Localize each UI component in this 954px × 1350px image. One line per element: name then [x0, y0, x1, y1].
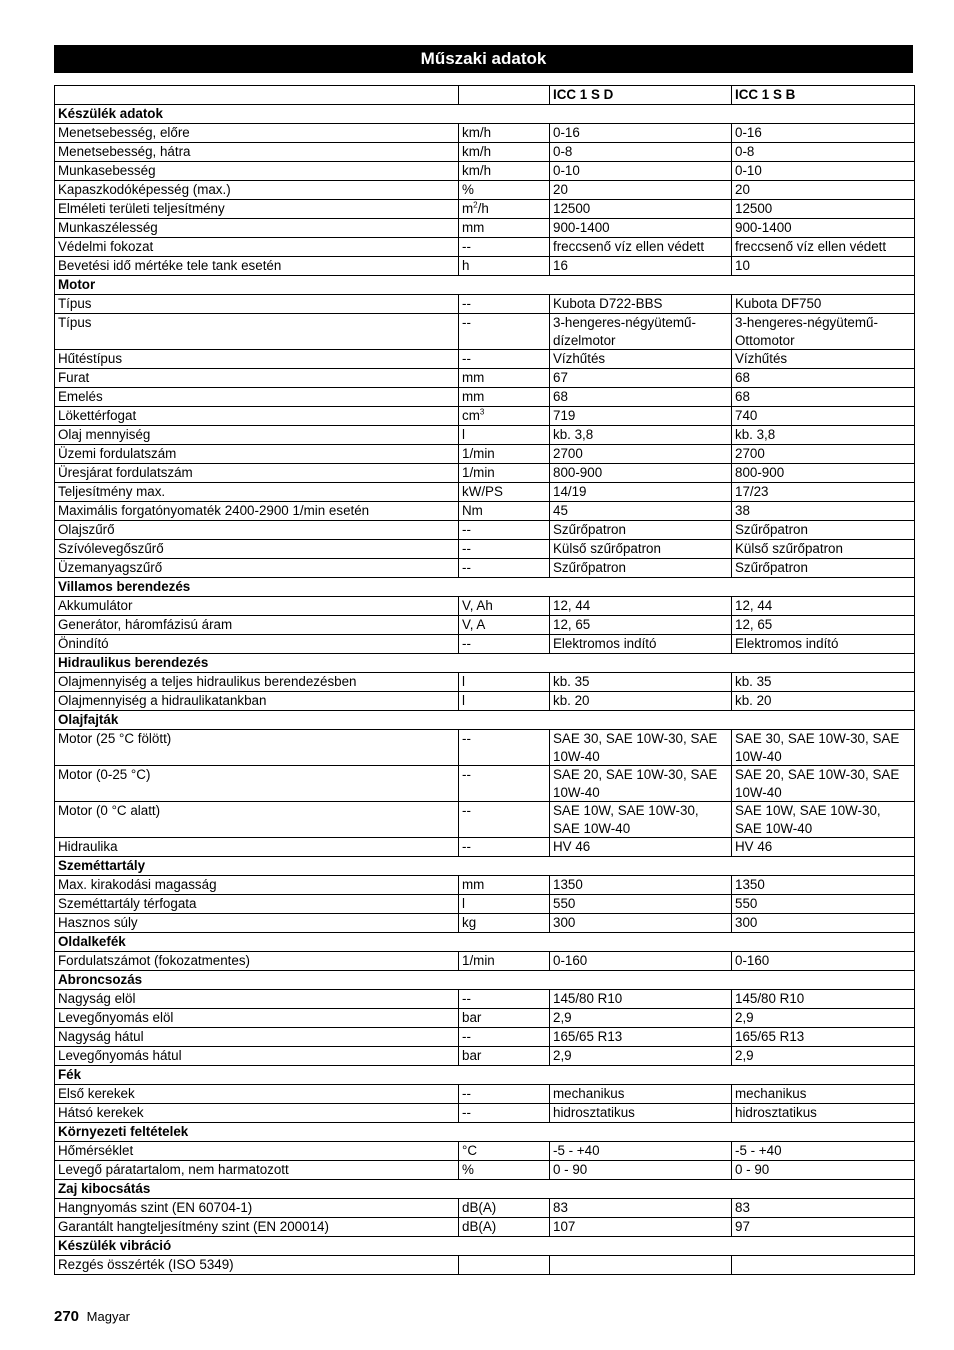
cell-unit: km/h [459, 162, 550, 181]
cell-value-sd: 68 [550, 388, 732, 407]
cell-value-sb: 12, 65 [732, 616, 915, 635]
section-header-row [55, 276, 915, 295]
cell-unit: -- [459, 730, 550, 766]
cell-property: Elméleti területi teljesítmény [55, 200, 459, 219]
cell-value-sb: Szűrőpatron [732, 521, 915, 540]
cell-unit: °C [459, 1142, 550, 1161]
cell-value-sb: SAE 20, SAE 10W-30, SAE 10W-40 [732, 766, 915, 802]
header-cell-model-sd: ICC 1 S D [550, 86, 732, 105]
cell-value-sd: 0-16 [550, 124, 732, 143]
cell-property: Motor (25 °C fölött) [55, 730, 459, 766]
cell-value-sb: 0-10 [732, 162, 915, 181]
cell-property: Üzemi fordulatszám [55, 445, 459, 464]
cell-property: Motor (0-25 °C) [55, 766, 459, 802]
cell-value-sd: 67 [550, 369, 732, 388]
cell-property: Rezgés összérték (ISO 5349) [55, 1256, 459, 1275]
cell-value-sd: 2700 [550, 445, 732, 464]
table-row [55, 673, 915, 692]
cell-value-sb: freccsenő víz ellen védett [732, 238, 915, 257]
cell-unit: -- [459, 802, 550, 838]
section-title: Abroncsozás [55, 971, 915, 990]
section-title: Hidraulikus berendezés [55, 654, 915, 673]
cell-value-sd: HV 46 [550, 838, 732, 857]
cell-unit: dB(A) [459, 1218, 550, 1237]
cell-value-sd: 300 [550, 914, 732, 933]
footer-language: Magyar [86, 1309, 131, 1324]
cell-unit: mm [459, 219, 550, 238]
cell-property: Hűtéstípus [55, 350, 459, 369]
table-row [55, 181, 915, 200]
table-row [55, 895, 915, 914]
cell-value-sb: Külső szűrőpatron [732, 540, 915, 559]
table-row [55, 350, 915, 369]
cell-value-sd: 0 - 90 [550, 1161, 732, 1180]
cell-value-sd: -5 - +40 [550, 1142, 732, 1161]
table-row [55, 1104, 915, 1123]
table-row [55, 802, 915, 838]
cell-property: Hasznos súly [55, 914, 459, 933]
section-header-row [55, 654, 915, 673]
cell-unit: l [459, 895, 550, 914]
cell-property: Nagyság elöl [55, 990, 459, 1009]
cell-property: Olaj mennyiség [55, 426, 459, 445]
cell-value-sb: 83 [732, 1199, 915, 1218]
cell-value-sd: Vízhűtés [550, 350, 732, 369]
cell-unit: l [459, 673, 550, 692]
cell-value-sd: 165/65 R13 [550, 1028, 732, 1047]
cell-value-sb: 550 [732, 895, 915, 914]
cell-unit: -- [459, 1104, 550, 1123]
cell-property: Bevetési idő mértéke tele tank esetén [55, 257, 459, 276]
section-title: Oldalkefék [55, 933, 915, 952]
section-title: Olajfajták [55, 711, 915, 730]
page-footer [54, 1308, 130, 1325]
cell-unit [459, 1256, 550, 1275]
table-row [55, 876, 915, 895]
cell-property: Olajmennyiség a hidraulikatankban [55, 692, 459, 711]
cell-unit: dB(A) [459, 1199, 550, 1218]
cell-unit: $m^2/h$ [459, 200, 550, 219]
cell-value-sd: 2,9 [550, 1047, 732, 1066]
cell-unit: -- [459, 559, 550, 578]
cell-value-sb: Kubota DF750 [732, 295, 915, 314]
cell-value-sb: 145/80 R10 [732, 990, 915, 1009]
cell-property: Hőmérséklet [55, 1142, 459, 1161]
cell-unit: % [459, 1161, 550, 1180]
cell-unit: -- [459, 295, 550, 314]
cell-value-sb: 800-900 [732, 464, 915, 483]
header-cell-unit [459, 86, 550, 105]
cell-value-sb: HV 46 [732, 838, 915, 857]
table-row [55, 257, 915, 276]
table-row [55, 200, 915, 219]
cell-value-sb: 20 [732, 181, 915, 200]
cell-unit: mm [459, 388, 550, 407]
cell-value-sb: kb. 20 [732, 692, 915, 711]
table-row [55, 990, 915, 1009]
section-header-row [55, 711, 915, 730]
cell-value-sb: Vízhűtés [732, 350, 915, 369]
cell-unit: -- [459, 238, 550, 257]
technical-data-body [55, 86, 915, 1275]
cell-property: Emelés [55, 388, 459, 407]
table-row [55, 1028, 915, 1047]
cell-value-sd: 12, 65 [550, 616, 732, 635]
table-row [55, 1256, 915, 1275]
cell-property: Hátsó kerekek [55, 1104, 459, 1123]
technical-data-table [54, 85, 915, 1275]
table-row [55, 1161, 915, 1180]
cell-value-sd: SAE 30, SAE 10W-30, SAE 10W-40 [550, 730, 732, 766]
cell-property: Első kerekek [55, 1085, 459, 1104]
cell-value-sb: 300 [732, 914, 915, 933]
cell-value-sb: 0-8 [732, 143, 915, 162]
table-row [55, 238, 915, 257]
cell-property: Levegőnyomás hátul [55, 1047, 459, 1066]
cell-value-sd: 107 [550, 1218, 732, 1237]
cell-value-sd: 12500 [550, 200, 732, 219]
cell-property: Menetsebesség, előre [55, 124, 459, 143]
table-row [55, 766, 915, 802]
section-header-row [55, 578, 915, 597]
cell-value-sb [732, 1256, 915, 1275]
cell-value-sb: 740 [732, 407, 915, 426]
cell-property: Típus [55, 314, 459, 350]
cell-value-sd: kb. 20 [550, 692, 732, 711]
cell-property: Olajmennyiség a teljes hidraulikus berendezésben [55, 673, 459, 692]
section-header-row [55, 857, 915, 876]
cell-property: Hidraulika [55, 838, 459, 857]
table-row [55, 369, 915, 388]
cell-property: Kapaszkodóképesség (max.) [55, 181, 459, 200]
cell-property: Max. kirakodási magasság [55, 876, 459, 895]
cell-value-sb: 38 [732, 502, 915, 521]
cell-value-sb: 17/23 [732, 483, 915, 502]
cell-property: Lökettérfogat [55, 407, 459, 426]
cell-unit: bar [459, 1009, 550, 1028]
cell-value-sd [550, 1256, 732, 1275]
cell-value-sd: Elektromos indító [550, 635, 732, 654]
cell-value-sd: kb. 3,8 [550, 426, 732, 445]
cell-property: Hangnyomás szint (EN 60704-1) [55, 1199, 459, 1218]
cell-unit: bar [459, 1047, 550, 1066]
page-title: Műszaki adatok [54, 45, 913, 73]
table-header-row [55, 86, 915, 105]
cell-value-sb: 12500 [732, 200, 915, 219]
cell-value-sd: 2,9 [550, 1009, 732, 1028]
cell-value-sd: hidrosztatikus [550, 1104, 732, 1123]
table-row [55, 445, 915, 464]
cell-unit: V, A [459, 616, 550, 635]
section-title: Villamos berendezés [55, 578, 915, 597]
cell-value-sd: 3-hengeres-négyütemű-dízelmotor [550, 314, 732, 350]
cell-value-sd: Szűrőpatron [550, 521, 732, 540]
cell-value-sd: 550 [550, 895, 732, 914]
header-cell-property [55, 86, 459, 105]
cell-unit: -- [459, 521, 550, 540]
table-row [55, 1218, 915, 1237]
cell-property: Levegőnyomás elöl [55, 1009, 459, 1028]
table-row [55, 521, 915, 540]
cell-unit: kg [459, 914, 550, 933]
cell-value-sd: 20 [550, 181, 732, 200]
cell-value-sb: 2700 [732, 445, 915, 464]
cell-unit: % [459, 181, 550, 200]
cell-unit: kW/PS [459, 483, 550, 502]
cell-property: Furat [55, 369, 459, 388]
table-row [55, 559, 915, 578]
cell-value-sd: 145/80 R10 [550, 990, 732, 1009]
cell-value-sb: SAE 30, SAE 10W-30, SAE 10W-40 [732, 730, 915, 766]
cell-property: Fordulatszámot (fokozatmentes) [55, 952, 459, 971]
cell-value-sd: Szűrőpatron [550, 559, 732, 578]
cell-value-sb: 1350 [732, 876, 915, 895]
cell-value-sb: 0-160 [732, 952, 915, 971]
cell-property: Munkaszélesség [55, 219, 459, 238]
cell-value-sb: 2,9 [732, 1047, 915, 1066]
cell-property: Menetsebesség, hátra [55, 143, 459, 162]
table-row [55, 692, 915, 711]
cell-value-sd: 45 [550, 502, 732, 521]
cell-property: Maximális forgatónyomaték 2400-2900 1/min esetén [55, 502, 459, 521]
cell-property: Szívólevegőszűrő [55, 540, 459, 559]
cell-property: Levegő páratartalom, nem harmatozott [55, 1161, 459, 1180]
cell-value-sb: mechanikus [732, 1085, 915, 1104]
cell-value-sd: 12, 44 [550, 597, 732, 616]
cell-unit: -- [459, 990, 550, 1009]
cell-value-sb: kb. 35 [732, 673, 915, 692]
cell-unit: -- [459, 350, 550, 369]
cell-value-sb: 68 [732, 388, 915, 407]
cell-unit: -- [459, 540, 550, 559]
cell-value-sd: 0-160 [550, 952, 732, 971]
page-number: 270 [54, 1308, 80, 1325]
cell-unit: -- [459, 1028, 550, 1047]
cell-value-sd: Külső szűrőpatron [550, 540, 732, 559]
section-header-row [55, 1066, 915, 1085]
cell-property: Garantált hangteljesítmény szint (EN 200014) [55, 1218, 459, 1237]
table-row [55, 914, 915, 933]
cell-value-sb: Szűrőpatron [732, 559, 915, 578]
table-row [55, 219, 915, 238]
cell-value-sd: 900-1400 [550, 219, 732, 238]
cell-value-sb: 2,9 [732, 1009, 915, 1028]
cell-property: Generátor, háromfázisú áram [55, 616, 459, 635]
table-row [55, 143, 915, 162]
cell-property: Teljesítmény max. [55, 483, 459, 502]
section-title: Készülék adatok [55, 105, 915, 124]
cell-value-sd: kb. 35 [550, 673, 732, 692]
cell-unit: km/h [459, 143, 550, 162]
cell-unit: l [459, 426, 550, 445]
table-row [55, 388, 915, 407]
table-row [55, 314, 915, 350]
table-row [55, 483, 915, 502]
cell-property: Olajszűrő [55, 521, 459, 540]
cell-value-sd: 719 [550, 407, 732, 426]
cell-unit: 1/min [459, 464, 550, 483]
cell-value-sd: 1350 [550, 876, 732, 895]
section-header-row [55, 933, 915, 952]
table-row [55, 635, 915, 654]
cell-property: Védelmi fokozat [55, 238, 459, 257]
cell-value-sd: 0-8 [550, 143, 732, 162]
table-row [55, 124, 915, 143]
table-row [55, 730, 915, 766]
cell-value-sb: SAE 10W, SAE 10W-30, SAE 10W-40 [732, 802, 915, 838]
cell-unit: 1/min [459, 445, 550, 464]
cell-unit: -- [459, 1085, 550, 1104]
table-row [55, 295, 915, 314]
cell-value-sd: 14/19 [550, 483, 732, 502]
cell-unit: mm [459, 369, 550, 388]
cell-unit: -- [459, 838, 550, 857]
cell-unit: V, Ah [459, 597, 550, 616]
cell-property: Nagyság hátul [55, 1028, 459, 1047]
cell-value-sb: 0-16 [732, 124, 915, 143]
table-row [55, 1199, 915, 1218]
cell-value-sb: 0 - 90 [732, 1161, 915, 1180]
section-header-row [55, 971, 915, 990]
section-title: Fék [55, 1066, 915, 1085]
cell-property: Munkasebesség [55, 162, 459, 181]
table-row [55, 1047, 915, 1066]
cell-property: Akkumulátor [55, 597, 459, 616]
header-cell-model-sb: ICC 1 S B [732, 86, 915, 105]
cell-value-sd: freccsenő víz ellen védett [550, 238, 732, 257]
cell-value-sb: 3-hengeres-négyütemű-Ottomotor [732, 314, 915, 350]
cell-unit: -- [459, 314, 550, 350]
table-row [55, 464, 915, 483]
cell-unit: mm [459, 876, 550, 895]
cell-unit: Nm [459, 502, 550, 521]
table-row [55, 1009, 915, 1028]
table-row [55, 1142, 915, 1161]
cell-value-sb: 12, 44 [732, 597, 915, 616]
section-title: Motor [55, 276, 915, 295]
cell-value-sd: mechanikus [550, 1085, 732, 1104]
cell-property: Önindító [55, 635, 459, 654]
table-row [55, 502, 915, 521]
cell-unit: 1/min [459, 952, 550, 971]
cell-value-sd: 800-900 [550, 464, 732, 483]
cell-value-sb: 68 [732, 369, 915, 388]
cell-value-sd: SAE 10W, SAE 10W-30, SAE 10W-40 [550, 802, 732, 838]
section-header-row [55, 1180, 915, 1199]
cell-value-sb: kb. 3,8 [732, 426, 915, 445]
cell-property: Motor (0 °C alatt) [55, 802, 459, 838]
cell-value-sb: hidrosztatikus [732, 1104, 915, 1123]
table-row [55, 616, 915, 635]
section-title: Készülék vibráció [55, 1237, 915, 1256]
table-row [55, 1085, 915, 1104]
table-row [55, 952, 915, 971]
table-row [55, 540, 915, 559]
cell-unit: $cm^3$ [459, 407, 550, 426]
cell-value-sb: 165/65 R13 [732, 1028, 915, 1047]
cell-value-sb: 900-1400 [732, 219, 915, 238]
cell-value-sb: Elektromos indító [732, 635, 915, 654]
section-title: Szeméttartály [55, 857, 915, 876]
cell-property: Típus [55, 295, 459, 314]
section-header-row [55, 1123, 915, 1142]
cell-property: Szeméttartály térfogata [55, 895, 459, 914]
cell-unit: -- [459, 766, 550, 802]
cell-value-sd: Kubota D722-BBS [550, 295, 732, 314]
section-title: Zaj kibocsátás [55, 1180, 915, 1199]
cell-value-sd: SAE 20, SAE 10W-30, SAE 10W-40 [550, 766, 732, 802]
section-title: Környezeti feltételek [55, 1123, 915, 1142]
cell-property: Üzemanyagszűrő [55, 559, 459, 578]
cell-unit: h [459, 257, 550, 276]
cell-unit: l [459, 692, 550, 711]
cell-value-sd: 0-10 [550, 162, 732, 181]
cell-value-sb: 10 [732, 257, 915, 276]
table-row [55, 597, 915, 616]
table-row [55, 838, 915, 857]
cell-value-sd: 16 [550, 257, 732, 276]
section-header-row [55, 105, 915, 124]
cell-value-sb: 97 [732, 1218, 915, 1237]
cell-unit: -- [459, 635, 550, 654]
table-row [55, 162, 915, 181]
cell-property: Üresjárat fordulatszám [55, 464, 459, 483]
table-row [55, 426, 915, 445]
cell-value-sd: 83 [550, 1199, 732, 1218]
section-header-row [55, 1237, 915, 1256]
cell-value-sb: -5 - +40 [732, 1142, 915, 1161]
cell-unit: km/h [459, 124, 550, 143]
table-row [55, 407, 915, 426]
